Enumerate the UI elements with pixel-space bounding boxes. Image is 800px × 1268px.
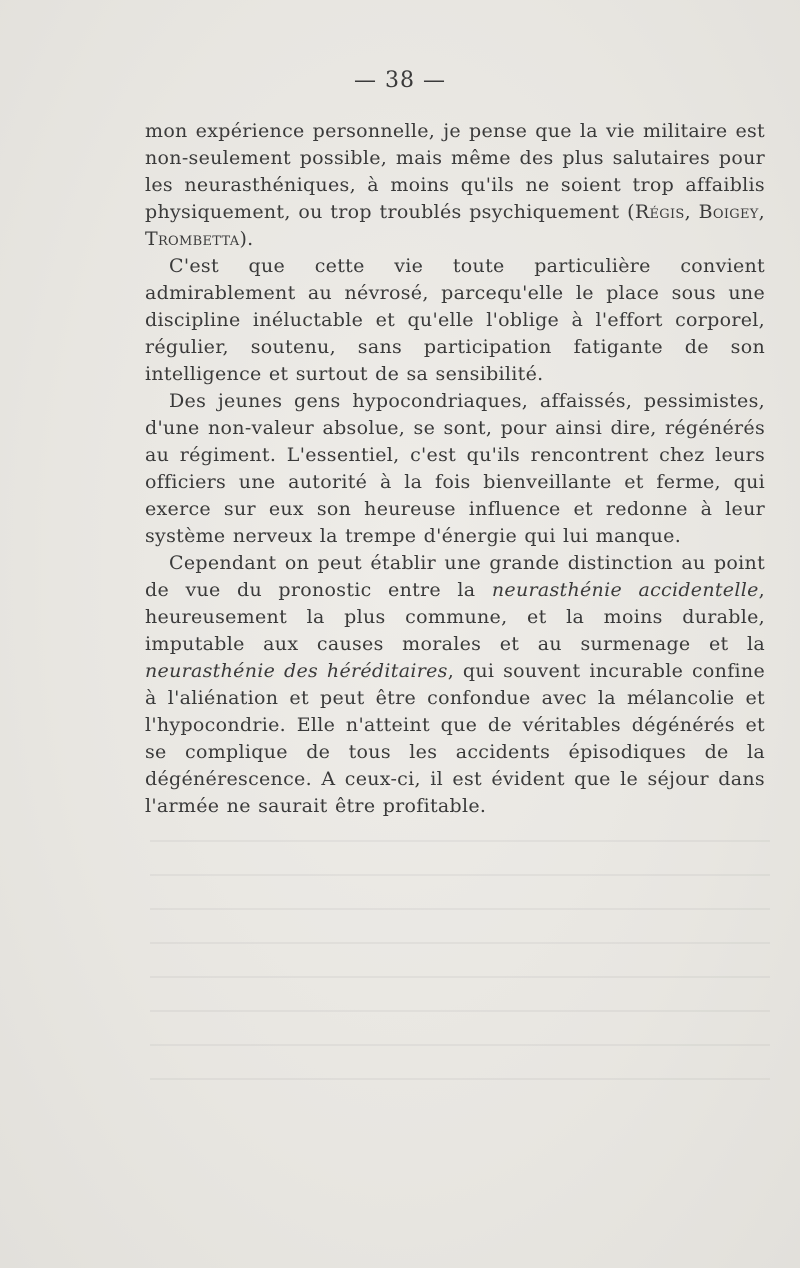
term-neurasthenie-accidentelle: neurasthénie accidentelle [491,579,759,601]
paragraph-4-text-a: Cependant on peut établir une grande distinction au point de vue du pronostic entre la [145,552,765,601]
paragraph-3: Des jeunes gens hypocondriaques, affaissés, pessimistes, d'une non-valeur absolue, se sont, pour ainsi dire, régénérés au régiment. L'essentiel, c'est qu'ils rencontrent chez leurs officiers une autorité à la fois bienveillante et ferme, qui exerce sur eux son heureuse influence et redonne à leur système nerveux la trempe d'énergie qui lui manque. [145,390,765,547]
paragraph-4-text-c: , qui souvent incurable confine à l'aliénation et peut être confondue avec la mélancolie et l'hypocondrie. Elle n'atteint que de véritables dégénérés et se complique de tous les accidents épisodiques de la dégénérescence. A ceux-ci, il est évident que le séjour dans l'armée ne saurait être profitable. [145,660,765,817]
paragraph-1 [145,118,765,253]
bleed-through-texture [150,840,770,1140]
paragraph-1-end: ). [239,228,254,250]
author-boigey: Boigey [698,201,759,223]
body-text [145,118,765,820]
author-regis: Régis [634,201,685,223]
separator-1: , [684,201,699,223]
paragraph-2: C'est que cette vie toute particulière convient admirablement au névrosé, parcequ'elle le place sous une discipline inéluctable et qu'elle l'oblige à l'effort corporel, régulier, soutenu, sans participation fatigante de son intelligence et surtout de sa sensibilité. [145,255,765,385]
separator-2: , [758,201,766,223]
author-trombetta: Trombetta [145,228,240,250]
paragraph-4 [145,550,765,820]
page-number: — 38 — [354,68,446,93]
term-neurasthenie-hereditaires: neurasthénie des héréditaires [145,660,448,682]
paragraph-4-text-b: , heureusement la plus commune, et la moins durable, imputable aux causes morales et au surmenage et la [145,579,765,655]
paragraph-1-text: mon expérience personnelle, je pense que la vie militaire est non-seulement possible, mais même des plus salutaires pour les neurasthéniques, à moins qu'ils ne soient trop affaiblis physiquement, ou trop troublés psychiquement ( [145,120,765,223]
